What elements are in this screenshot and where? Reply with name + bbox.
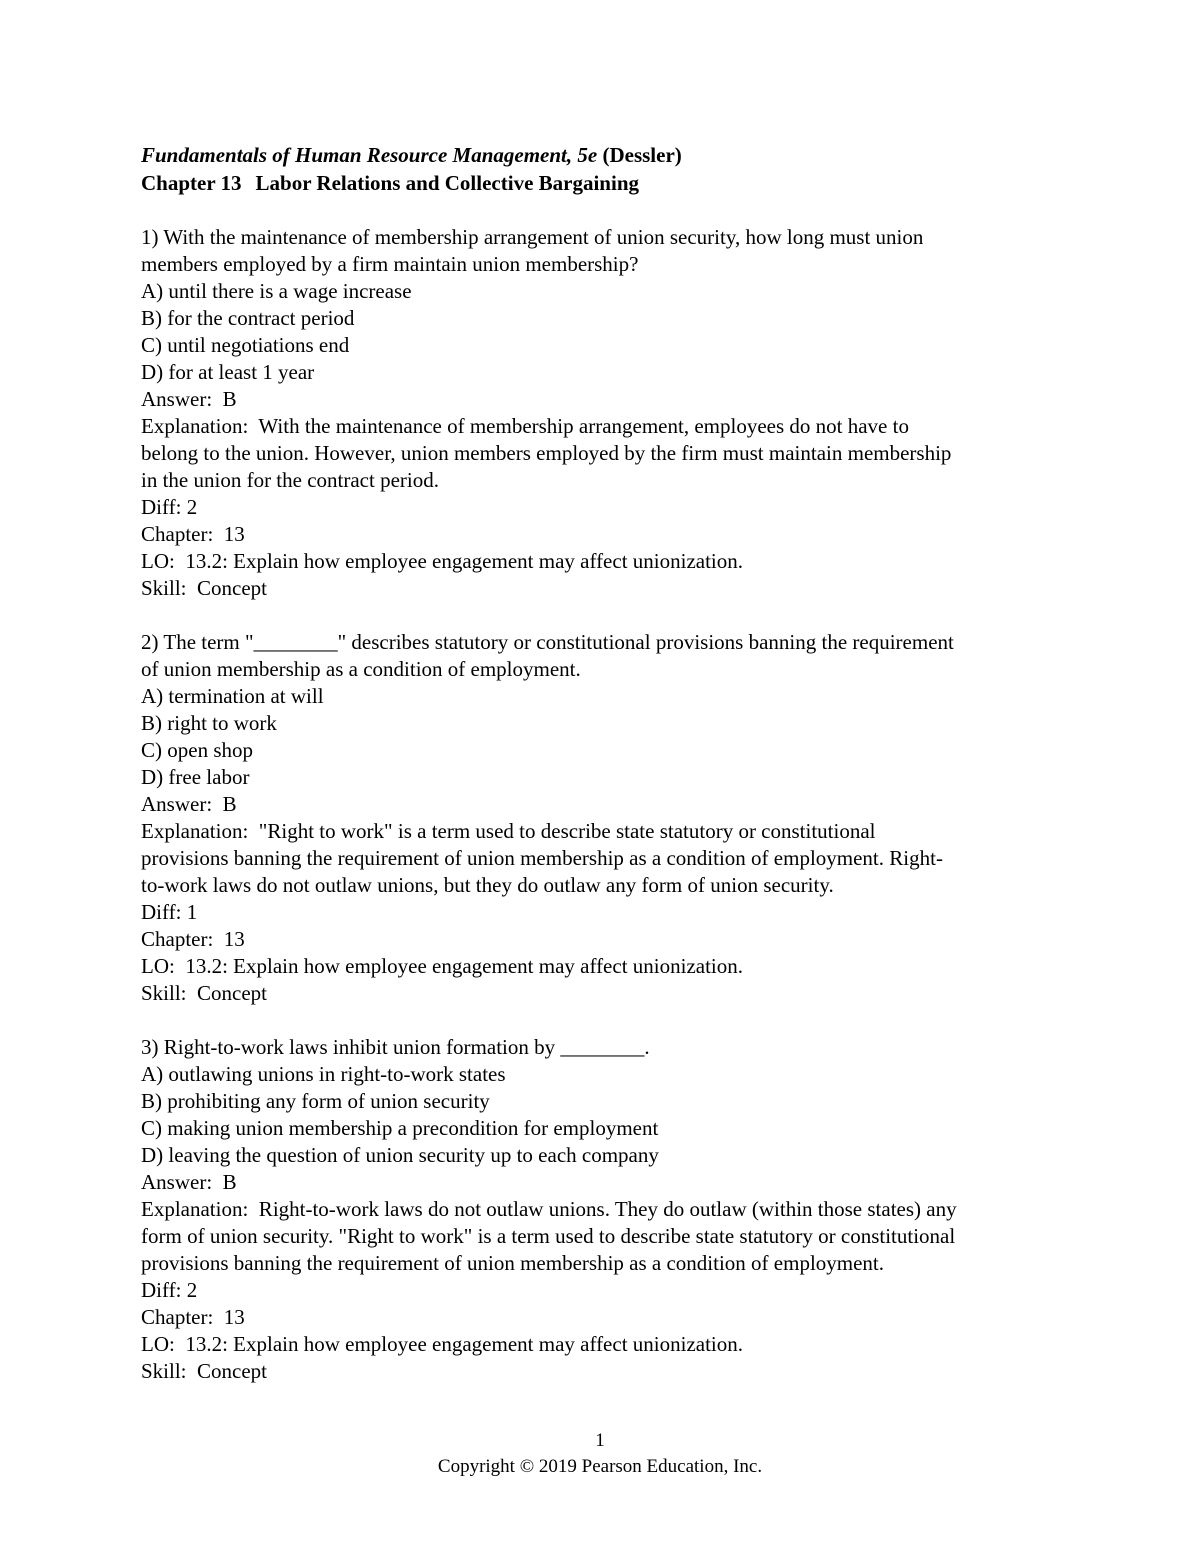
book-author: (Dessler)	[597, 143, 682, 167]
answer: Answer: B	[141, 1170, 237, 1194]
chapter-ref: Chapter: 13	[141, 927, 245, 951]
page-number: 1	[595, 1430, 605, 1451]
option-c: C) until negotiations end	[141, 333, 350, 357]
question-text-line: 3) Right-to-work laws inhibit union formation by ________.	[141, 1035, 650, 1059]
explanation-line: Explanation: "Right to work" is a term used to describe state statutory or constitutional	[141, 819, 876, 843]
explanation-line: form of union security. "Right to work" is a term used to describe state statutory or constitutional	[141, 1224, 956, 1248]
explanation-line: in the union for the contract period.	[141, 468, 439, 492]
learning-objective: LO: 13.2: Explain how employee engagement may affect unionization.	[141, 954, 744, 978]
option-d: D) for at least 1 year	[141, 360, 315, 384]
answer: Answer: B	[141, 387, 237, 411]
answer: Answer: B	[141, 792, 237, 816]
copyright-notice: Copyright © 2019 Pearson Education, Inc.	[437, 1456, 763, 1477]
question-1	[141, 224, 1081, 602]
explanation-line: provisions banning the requirement of union membership as a condition of employment. Right-	[141, 846, 943, 870]
question-2	[141, 629, 1081, 1007]
chapter-title	[141, 169, 1081, 197]
explanation-line: Explanation: Right-to-work laws do not outlaw unions. They do outlaw (within those states) any	[141, 1197, 957, 1221]
explanation-line: to-work laws do not outlaw unions, but they do outlaw any form of union security.	[141, 873, 834, 897]
option-b-highlighted: B) prohibiting any form of union security	[141, 1089, 490, 1113]
document-page	[141, 141, 1081, 1385]
option-d: D) free labor	[141, 765, 250, 789]
question-text-line: members employed by a firm maintain union membership?	[141, 252, 639, 276]
option-b-highlighted: B) for the contract period	[141, 306, 355, 330]
chapter-name: Labor Relations and Collective Bargaining	[255, 171, 639, 195]
difficulty: Diff: 2	[141, 495, 198, 519]
book-title	[141, 141, 1081, 169]
option-c: C) open shop	[141, 738, 253, 762]
question-text-line: of union membership as a condition of employment.	[141, 657, 581, 681]
difficulty: Diff: 1	[141, 900, 198, 924]
explanation-line: belong to the union. However, union members employed by the firm must maintain membership	[141, 441, 952, 465]
explanation-line: Explanation: With the maintenance of membership arrangement, employees do not have to	[141, 414, 909, 438]
option-c: C) making union membership a precondition for employment	[141, 1116, 659, 1140]
question-text-line: 2) The term "________" describes statutory or constitutional provisions banning the requirement	[141, 630, 954, 654]
option-d: D) leaving the question of union security up to each company	[141, 1143, 659, 1167]
learning-objective: LO: 13.2: Explain how employee engagement may affect unionization.	[141, 1332, 744, 1356]
book-title-italic: Fundamentals of Human Resource Management, 5e	[141, 143, 598, 167]
skill: Skill: Concept	[141, 1359, 267, 1383]
chapter-label: Chapter 13	[141, 171, 242, 195]
option-a: A) outlawing unions in right-to-work states	[141, 1062, 506, 1086]
option-b-highlighted: B) right to work	[141, 711, 277, 735]
chapter-ref: Chapter: 13	[141, 522, 245, 546]
skill: Skill: Concept	[141, 981, 267, 1005]
chapter-ref: Chapter: 13	[141, 1305, 245, 1329]
difficulty: Diff: 2	[141, 1278, 198, 1302]
learning-objective: LO: 13.2: Explain how employee engagement may affect unionization.	[141, 549, 744, 573]
option-a: A) until there is a wage increase	[141, 279, 412, 303]
option-a: A) termination at will	[141, 684, 324, 708]
explanation-line: provisions banning the requirement of union membership as a condition of employment.	[141, 1251, 885, 1275]
question-3	[141, 1034, 1081, 1385]
question-text-line: 1) With the maintenance of membership arrangement of union security, how long must union	[141, 225, 924, 249]
skill: Skill: Concept	[141, 576, 267, 600]
